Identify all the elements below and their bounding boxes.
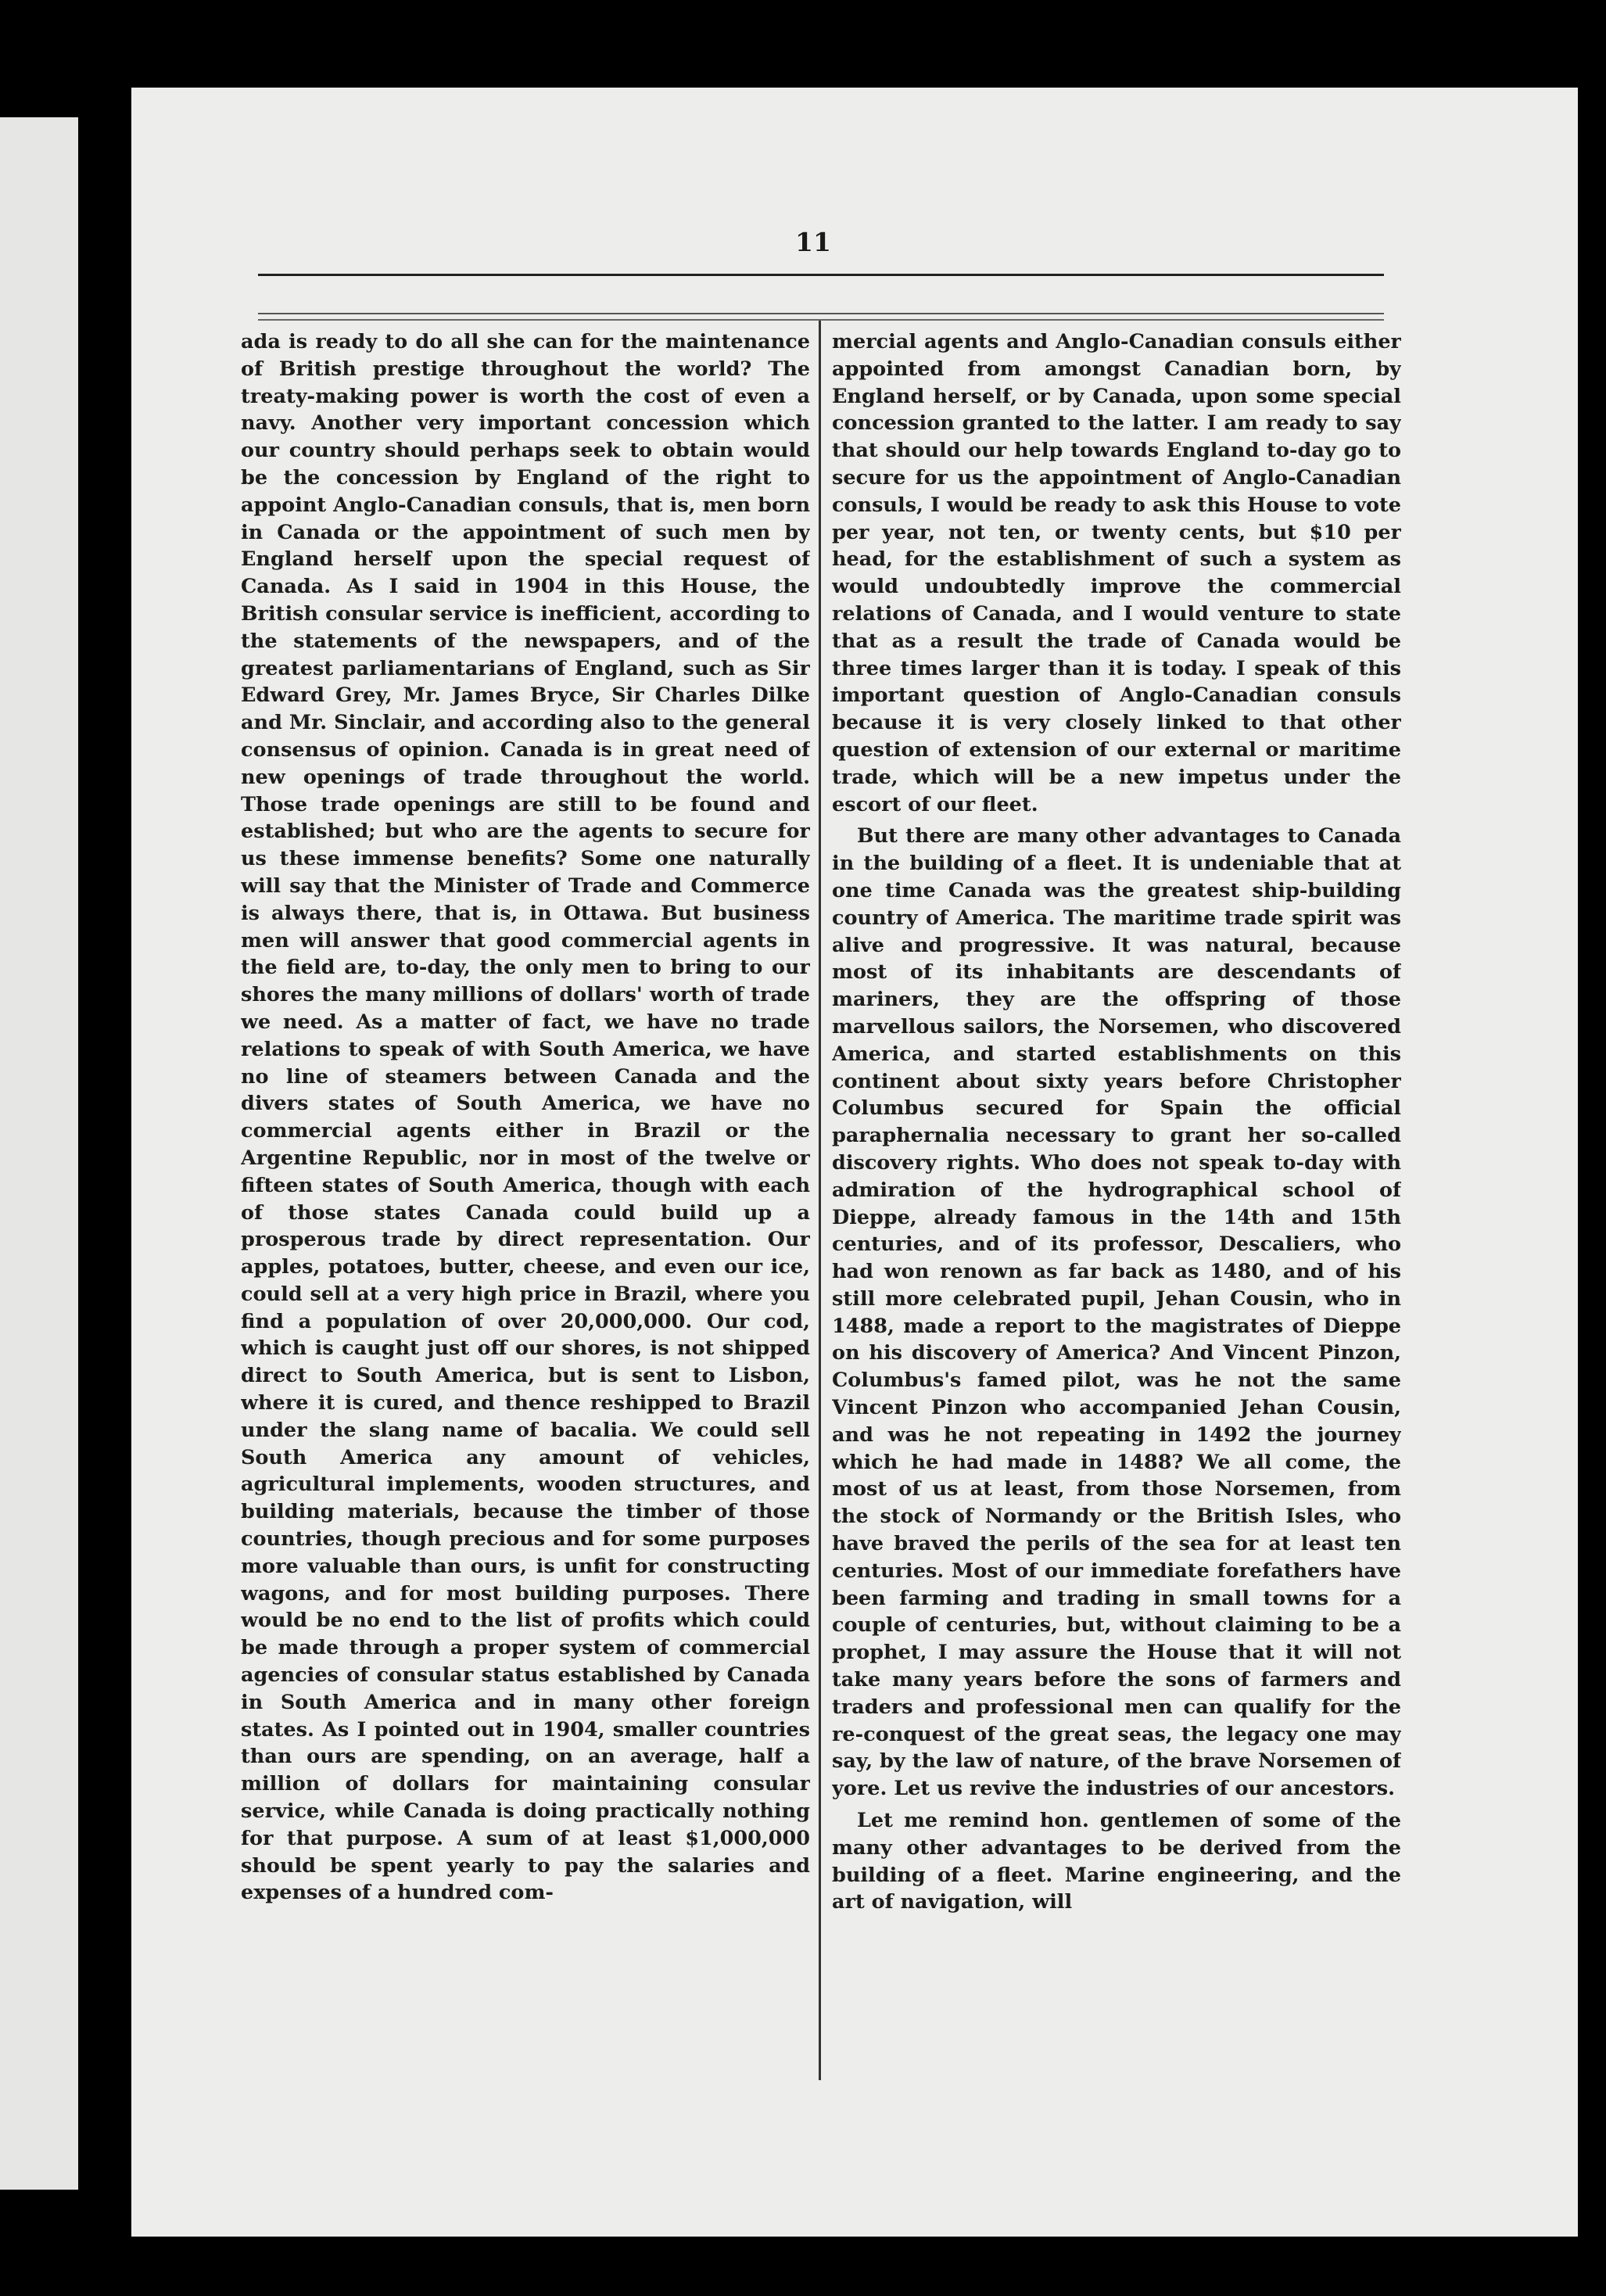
left-paragraph-1: ada is ready to do all she can for the maintenance of British prestige throughout the world? The treaty-making power is worth the cost of even a navy. Another very important concession which our country should perhaps seek to obtain would be the concession by England of the right to appoint Anglo-Canadian consuls, that is, men born in Canada or the appointment of such men by England herself upon the special request of Canada. As I said in 1904 in this House, the British consular service is inefficient, according to the statements of the newspapers, and of the greatest parliamentarians of England, such as Sir Edward Grey, Mr. James Bryce, Sir Charles Dilke and Mr. Sinclair, and according also to the general consensus of opinion. Canada is in great need of new openings of trade throughout the world. Those trade openings are still to be found and established; but who are the agents to secure for us these immense benefits? Some one naturally will say that the Minister of Trade and Commerce is always there, that is, in Ottawa. But business men will answer that good commercial agents in the field are, to-day, the only men to bring to our shores the many millions of dollars' worth of trade we need. As a matter of fact, we have no trade relations to speak of with South America, we have no line of steamers between Canada and the divers states of South America, we have no commercial agents either in Brazil or the Argentine Republic, nor in most of the twelve or fifteen states of South America, though with each of those states Canada could build up a prosperous trade by direct representation. Our apples, potatoes, butter, cheese, and even our ice, could sell at a very high price in Brazil, where you find a population of over 20,000,000. Our cod, which is caught just off our shores, is not shipped direct to South America, but is sent to Lisbon, where it is cured, and thence reshipped to Brazil under the slang name of bacalia. We could sell South America any amount of vehicles, agricultural implements, wooden structures, and building materials, because the timber of those countries, though precious and for some purposes more valuable than ours, is unfit for constructing wagons, and for most building purposes. There would be no end to the list of profits which could be made through a proper system of commercial agencies of consular status established by Canada in South America and in many other foreign states. As I pointed out in 1904, smaller countries than ours are spending, on an average, half a million of dollars for maintaining consular service, while Canada is doing practically nothing for that purpose. A sum of at least $1,000,000 should be spent yearly to pay the salaries and expenses of a hundred com-: [241, 330, 810, 1905]
column-divider: [819, 321, 821, 2080]
right-paragraph-3: Let me remind hon. gentlemen of some of the many other advantages to be derived from the building of a fleet. Marine engineering, and the art of navigation, will: [832, 1809, 1401, 1914]
page-number: 11: [795, 227, 831, 257]
left-column: [241, 328, 810, 2080]
header-double-rule-bottom: [258, 319, 1384, 321]
right-paragraph-2: But there are many other advantages to Canada in the building of a fleet. It is undeniable that at one time Canada was the greatest ship-building country of America. The maritime trade spirit was alive and progressive. It was natural, because most of its inhabitants are descendants of mariners, they are the offspring of those marvellous sailors, the Norsemen, who discovered America, and started establishments on this continent about sixty years before Christopher Columbus secured for Spain the official paraphernalia necessary to grant her so-called discovery rights. Who does not speak to-day with admiration of the hydrographical school of Dieppe, already famous in the 14th and 15th centuries, and of its professor, Descaliers, who had won renown as far back as 1480, and of his still more celebrated pupil, Jehan Cousin, who in 1488, made a report to the magistrates of Dieppe on his discovery of America? And Vincent Pinzon, Columbus's famed pilot, was he not the same Vincent Pinzon who accompanied Jehan Cousin, and was he not repeating in 1492 the journey which he had made in 1488? We all come, the most of us at least, from those Norsemen, from the stock of Normandy or the British Isles, who have braved the perils of the sea for at least ten centuries. Most of our immediate forefathers have been farming and trading in small towns for a couple of centuries, but, without claiming to be a prophet, I may assure the House that it will not take many years before the sons of farmers and traders and professional men can qualify for the re-conquest of the great seas, the legacy one may say, by the law of nature, of the brave Norsemen of yore. Let us revive the industries of our ancestors.: [832, 824, 1401, 1801]
header-double-rule-top: [258, 313, 1384, 314]
header-rule: [258, 274, 1384, 276]
right-paragraph-1: mercial agents and Anglo-Canadian consuls either appointed from amongst Canadian born, by England herself, or by Canada, upon some special concession granted to the latter. I am ready to say that should our help towards England to-day go to secure for us the appointment of Anglo-Canadian consuls, I would be ready to ask this House to vote per year, not ten, or twenty cents, but $10 per head, for the establishment of such a system as would undoubtedly improve the commercial relations of Canada, and I would venture to state that as a result the trade of Canada would be three times larger than it is today. I speak of this important question of Anglo-Canadian consuls because it is very closely linked to that other question of extension of our external or maritime trade, which will be a new impetus under the escort of our fleet.: [832, 330, 1401, 816]
facing-page-edge: [0, 117, 78, 2190]
right-column: [832, 328, 1401, 2080]
